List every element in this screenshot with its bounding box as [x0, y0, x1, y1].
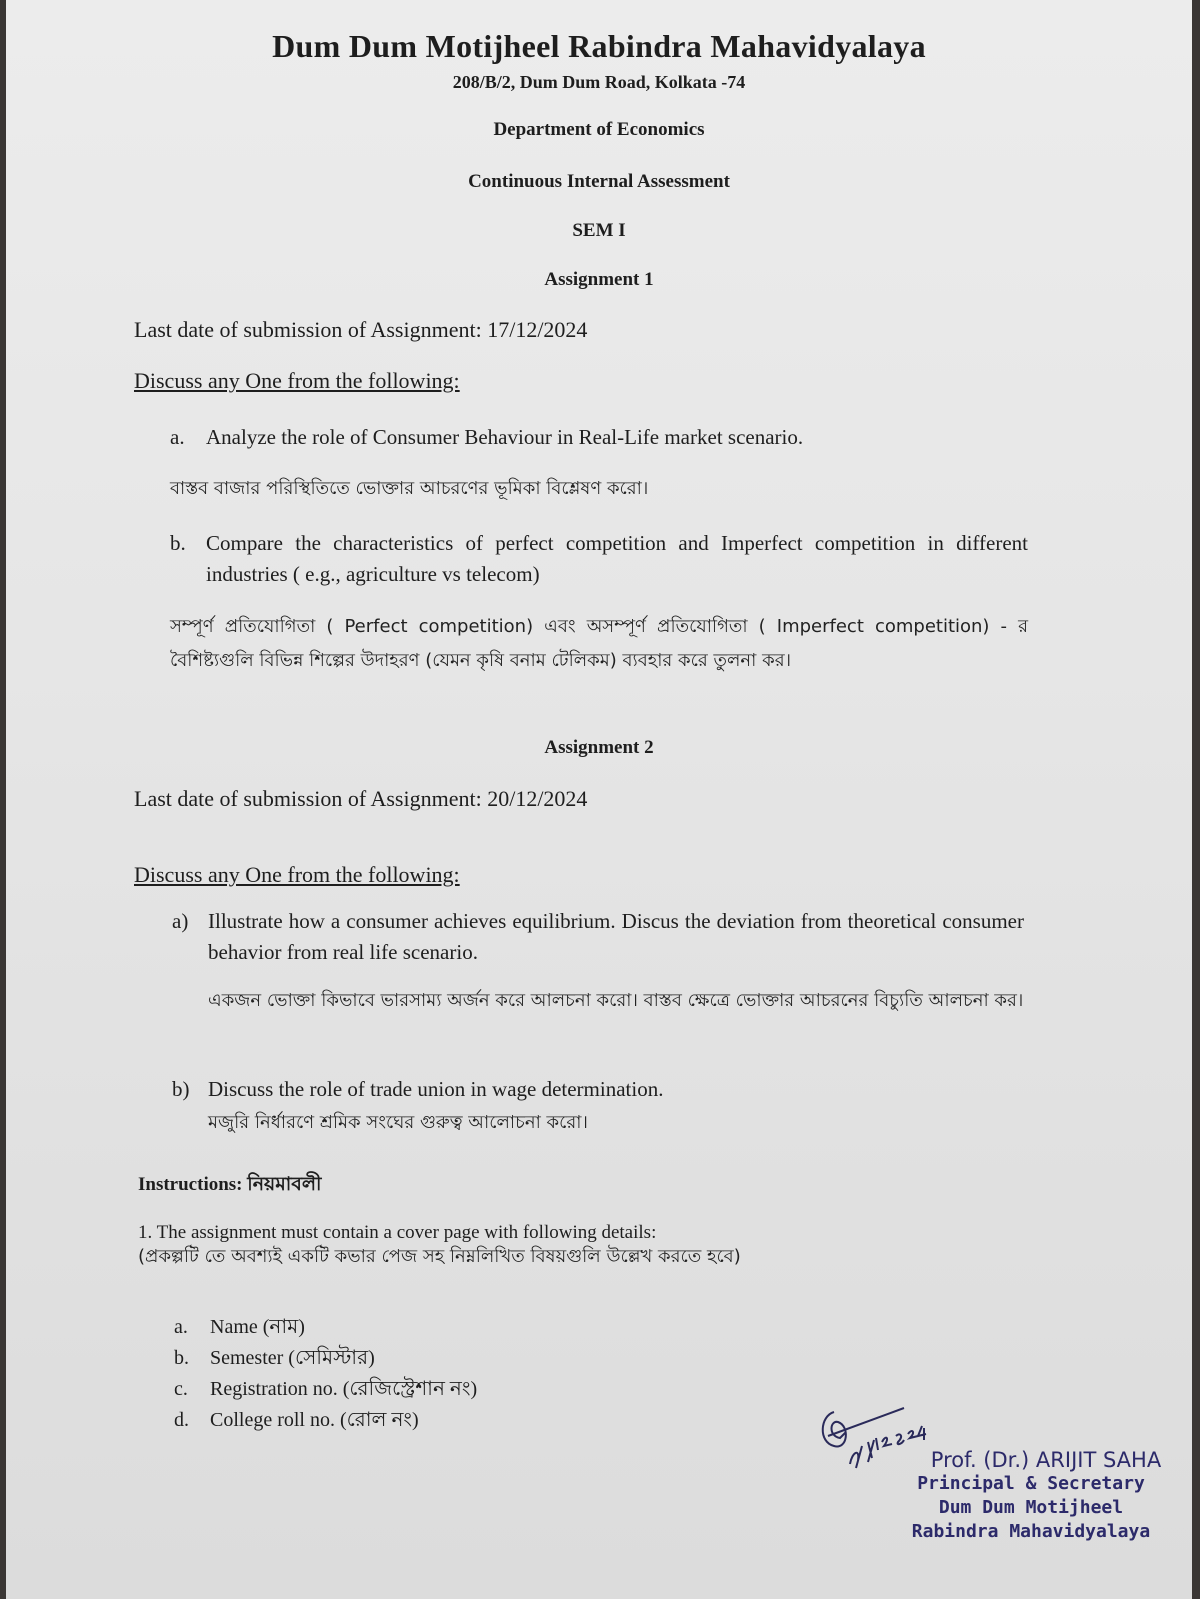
question-text: Compare the characteristics of perfect competition and Imperfect competition in different industries ( e.g., agriculture vs telecom) — [206, 531, 1028, 586]
question-marker: b) — [172, 1077, 190, 1101]
stamp-line: Principal & Secretary — [917, 1473, 1145, 1494]
assignment1-question-b — [170, 528, 1028, 590]
assignment1-question-a — [170, 422, 1028, 453]
item-marker: b. — [174, 1347, 189, 1369]
item-marker: c. — [174, 1378, 188, 1400]
institution-name: Dum Dum Motijheel Rabindra Mahavidyalaya — [272, 28, 926, 64]
assignment2-question-b — [172, 1074, 1024, 1105]
stamp-line: Dum Dum Motijheel — [938, 1497, 1124, 1518]
assignment2-question-a — [172, 906, 1024, 968]
cover-item-name — [174, 1312, 305, 1345]
assignment1-title: Assignment 1 — [544, 269, 654, 290]
instruction-point-1-bengali: (প্রকল্পটি তে অবশ্যই একটি কভার পেজ সহ নিম্নলিখিত বিষয়গুলি উল্লেখ করতে হবে) — [138, 1246, 741, 1267]
question-marker: a) — [172, 909, 189, 933]
question-marker: b. — [170, 531, 186, 555]
assignment2-question-a-bengali: একজন ভোক্তা কিভাবে ভারসাম্য অর্জন করে আলচনা করো। বাস্তব ক্ষেত্রে ভোক্তার আচরনের বিচ্যুতি আলচনা কর। — [208, 990, 1024, 1011]
assignment1-discuss-heading: Discuss any One from the following: — [134, 368, 460, 393]
question-text: Analyze the role of Consumer Behaviour in Real-Life market scenario. — [206, 425, 804, 449]
item-label: Semester (সেমিস্টার) — [210, 1347, 375, 1369]
instructions-heading: Instructions: নিয়মাবলী — [138, 1174, 322, 1195]
assignment1-question-a-bengali: বাস্তব বাজার পরিস্থিতিতে ভোক্তার আচরণের ভূমিকা বিশ্লেষণ করো। — [170, 478, 649, 499]
item-label: College roll no. (রোল নং) — [210, 1409, 419, 1431]
question-text: Illustrate how a consumer achieves equilibrium. Discus the deviation from theoretical consumer behavior from real life scenario. — [208, 909, 1024, 964]
stamp-line: Rabindra Mahavidyalaya — [911, 1521, 1151, 1542]
assessment-title: Continuous Internal Assessment — [468, 171, 730, 192]
cover-item-semester — [174, 1343, 375, 1376]
item-label: Registration no. (রেজিস্ট্রেশান নং) — [210, 1378, 478, 1400]
cover-item-roll — [174, 1405, 419, 1438]
item-label: Name (নাম) — [210, 1316, 305, 1338]
instruction-point-1: 1. The assignment must contain a cover page with following details: — [138, 1222, 657, 1243]
assignment2-discuss-heading: Discuss any One from the following: — [134, 862, 460, 887]
stamp-name: Prof. (Dr.) ARIJIT SAHA — [930, 1448, 1162, 1472]
principal-stamp — [886, 1448, 1176, 1544]
semester-title: SEM I — [572, 220, 626, 241]
question-marker: a. — [170, 425, 185, 449]
assignment2-title: Assignment 2 — [544, 737, 654, 758]
document-page — [6, 0, 1192, 1599]
cover-item-registration — [174, 1374, 477, 1407]
assignment2-last-date: Last date of submission of Assignment: 20/12/2024 — [134, 786, 588, 811]
assignment1-question-b-bengali: সম্পূর্ণ প্রতিযোগিতা ( Perfect competition) এবং অসম্পূর্ণ প্রতিযোগিতা ( Imperfect competition) - র বৈশিষ্ট্যগুলি বিভিন্ন শিল্পের উদাহরণ (যেমন কৃষি বনাম টেলিকম) ব্যবহার করে তুলনা কর। — [170, 616, 1028, 671]
assignment2-question-b-bengali: মজুরি নির্ধারণে শ্রমিক সংঘের গুরুত্ব আলোচনা করো। — [208, 1112, 588, 1133]
department-title: Department of Economics — [493, 119, 705, 140]
item-marker: a. — [174, 1316, 188, 1338]
item-marker: d. — [174, 1409, 189, 1431]
institution-address: 208/B/2, Dum Dum Road, Kolkata -74 — [452, 72, 746, 92]
assignment1-last-date: Last date of submission of Assignment: 17/12/2024 — [134, 317, 588, 342]
question-text: Discuss the role of trade union in wage determination. — [208, 1077, 664, 1101]
